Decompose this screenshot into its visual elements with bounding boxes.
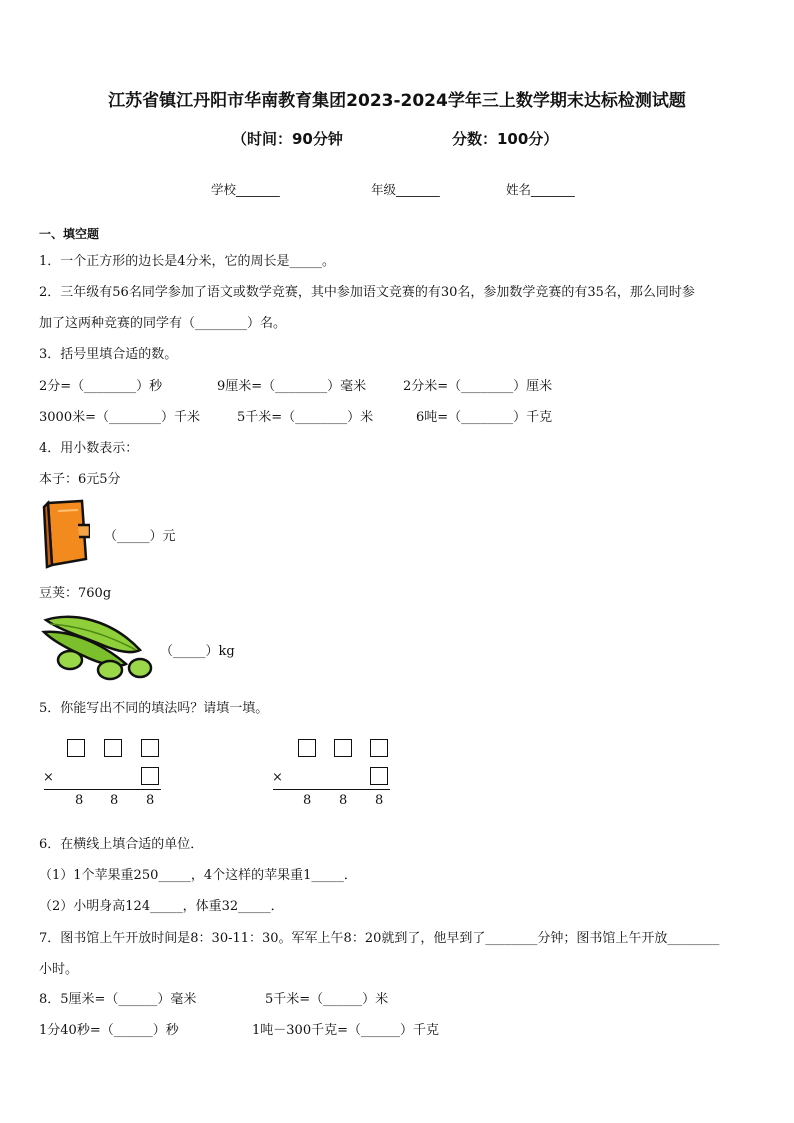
notebook-label: 本子：6元5分 [39, 472, 121, 487]
answer-box[interactable] [67, 739, 85, 757]
question-7-line2: 小时。 [39, 962, 79, 977]
q3-item: 5千米=（________）米 [237, 410, 374, 425]
question-4: 4．用小数表示： [39, 441, 139, 456]
bean-label: 豆荚：760g [39, 586, 112, 601]
section-heading: 一、填空题 [39, 227, 100, 241]
q3-item: 2分米=（________）厘米 [403, 379, 553, 394]
page-title: 江苏省镇江丹阳市华南教育集团2023-2024学年三上数学期末达标检测试题 [108, 91, 686, 111]
question-1: 1．一个正方形的边长是4分米，它的周长是_____。 [39, 254, 336, 269]
product-digit: 8 [339, 793, 348, 808]
times-sign: × [43, 770, 54, 785]
product-digit: 8 [375, 793, 384, 808]
q3-item: 3000米=（________）千米 [39, 410, 200, 425]
answer-box[interactable] [370, 739, 388, 757]
bean-pod-icon [40, 610, 156, 682]
question-2-line2: 加了这两种竞赛的同学有（________）名。 [39, 316, 287, 331]
q3-item: 2分=（________）秒 [39, 379, 163, 394]
times-sign: × [272, 770, 283, 785]
question-6: 6．在横线上填合适的单位． [39, 837, 204, 852]
product-digit: 8 [146, 793, 155, 808]
name-field: 姓名_______ [506, 182, 575, 197]
question-7-line1: 7．图书馆上午开放时间是8：30-11：30。军军上午8：20就到了，他早到了________分钟；图书馆上午开放________ [39, 931, 720, 946]
question-8-item: 5千米=（______）米 [265, 992, 389, 1007]
answer-box[interactable] [141, 767, 159, 785]
question-2-line1: 2．三年级有56名同学参加了语文或数学竞赛，其中参加语文竞赛的有30名，参加数学竞赛的有35名，那么同时参 [39, 285, 695, 300]
product-line [44, 789, 161, 790]
school-field: 学校_______ [211, 182, 280, 197]
question-8-item: 8．5厘米=（______）毫米 [39, 992, 197, 1007]
bean-blank: （_____）kg [160, 644, 235, 659]
notebook-blank: （_____）元 [104, 529, 176, 544]
answer-box[interactable] [298, 739, 316, 757]
exam-time: （时间：90分钟 [232, 130, 343, 148]
notebook-icon [38, 499, 90, 569]
product-line [273, 789, 390, 790]
product-digit: 8 [110, 793, 119, 808]
question-8-item: 1吨－300千克=（______）千克 [252, 1023, 439, 1038]
question-3: 3．括号里填合适的数。 [39, 347, 178, 362]
q3-item: 9厘米=（________）毫米 [217, 379, 367, 394]
product-digit: 8 [303, 793, 312, 808]
answer-box[interactable] [104, 739, 122, 757]
answer-box[interactable] [370, 767, 388, 785]
product-digit: 8 [75, 793, 84, 808]
question-5: 5．你能写出不同的填法吗？请填一填。 [39, 701, 269, 716]
answer-box[interactable] [334, 739, 352, 757]
answer-box[interactable] [141, 739, 159, 757]
exam-score: 分数：100分） [452, 130, 559, 148]
question-6-part-1: （1）1个苹果重250_____，4个这样的苹果重1_____． [39, 868, 357, 883]
grade-field: 年级_______ [371, 182, 440, 197]
question-8-item: 1分40秒=（______）秒 [39, 1023, 179, 1038]
question-6-part-2: （2）小明身高124_____，体重32_____． [39, 899, 284, 914]
q3-item: 6吨=（________）千克 [416, 410, 553, 425]
